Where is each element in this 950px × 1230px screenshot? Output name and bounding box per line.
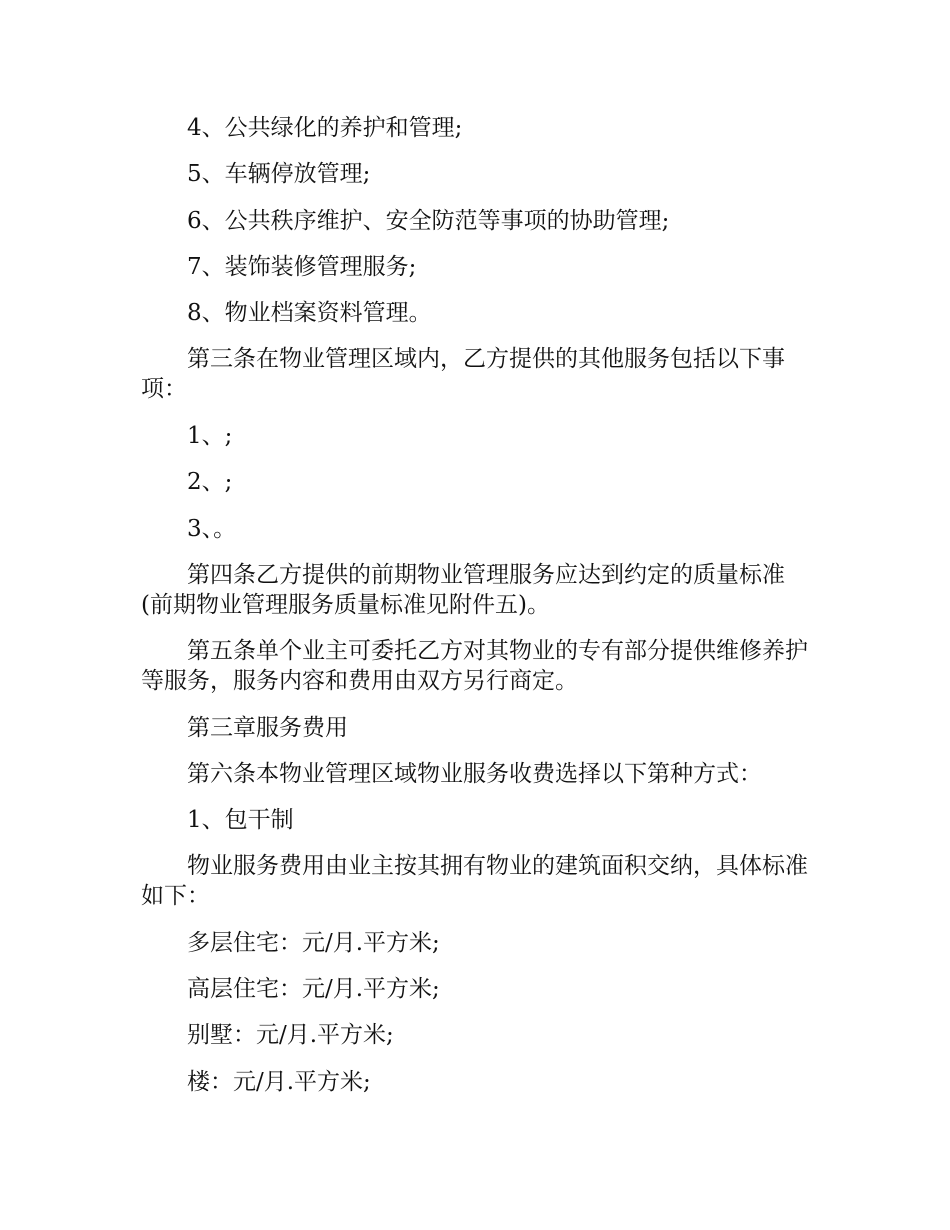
article-4: 第四条乙方提供的前期物业管理服务应达到约定的质量标准(前期物业管理服务质量标准见附件五)。: [141, 562, 785, 618]
fee-high-rise: 高层住宅：元/月.平方米;: [187, 976, 440, 1002]
chapter-3-heading: 第三章服务费用: [187, 715, 348, 741]
fee-villa: 别墅：元/月.平方米;: [187, 1022, 394, 1048]
fee-standard-intro: 物业服务费用由业主按其拥有物业的建筑面积交纳，具体标准如下：: [141, 853, 808, 909]
blank-item-1: 1、;: [187, 423, 233, 449]
list-item-4: 4、公共绿化的养护和管理;: [187, 115, 463, 141]
list-item-7: 7、装饰装修管理服务;: [187, 254, 417, 280]
article-6: 第六条本物业管理区域物业服务收费选择以下第种方式：: [187, 761, 762, 787]
article-5: 第五条单个业主可委托乙方对其物业的专有部分提供维修养护等服务，服务内容和费用由双方另行商定。: [141, 638, 808, 694]
blank-item-2: 2、;: [187, 469, 233, 495]
blank-item-3: 3、。: [187, 516, 237, 542]
list-item-5: 5、车辆停放管理;: [187, 161, 371, 187]
fee-option-1: 1、包干制: [187, 807, 294, 833]
list-item-6: 6、公共秩序维护、安全防范等事项的协助管理;: [187, 208, 670, 234]
fee-multi-storey: 多层住宅：元/月.平方米;: [187, 930, 440, 956]
fee-building: 楼：元/月.平方米;: [187, 1069, 371, 1095]
article-3: 第三条在物业管理区域内，乙方提供的其他服务包括以下事项：: [141, 346, 785, 402]
list-item-8: 8、物业档案资料管理。: [187, 300, 432, 326]
